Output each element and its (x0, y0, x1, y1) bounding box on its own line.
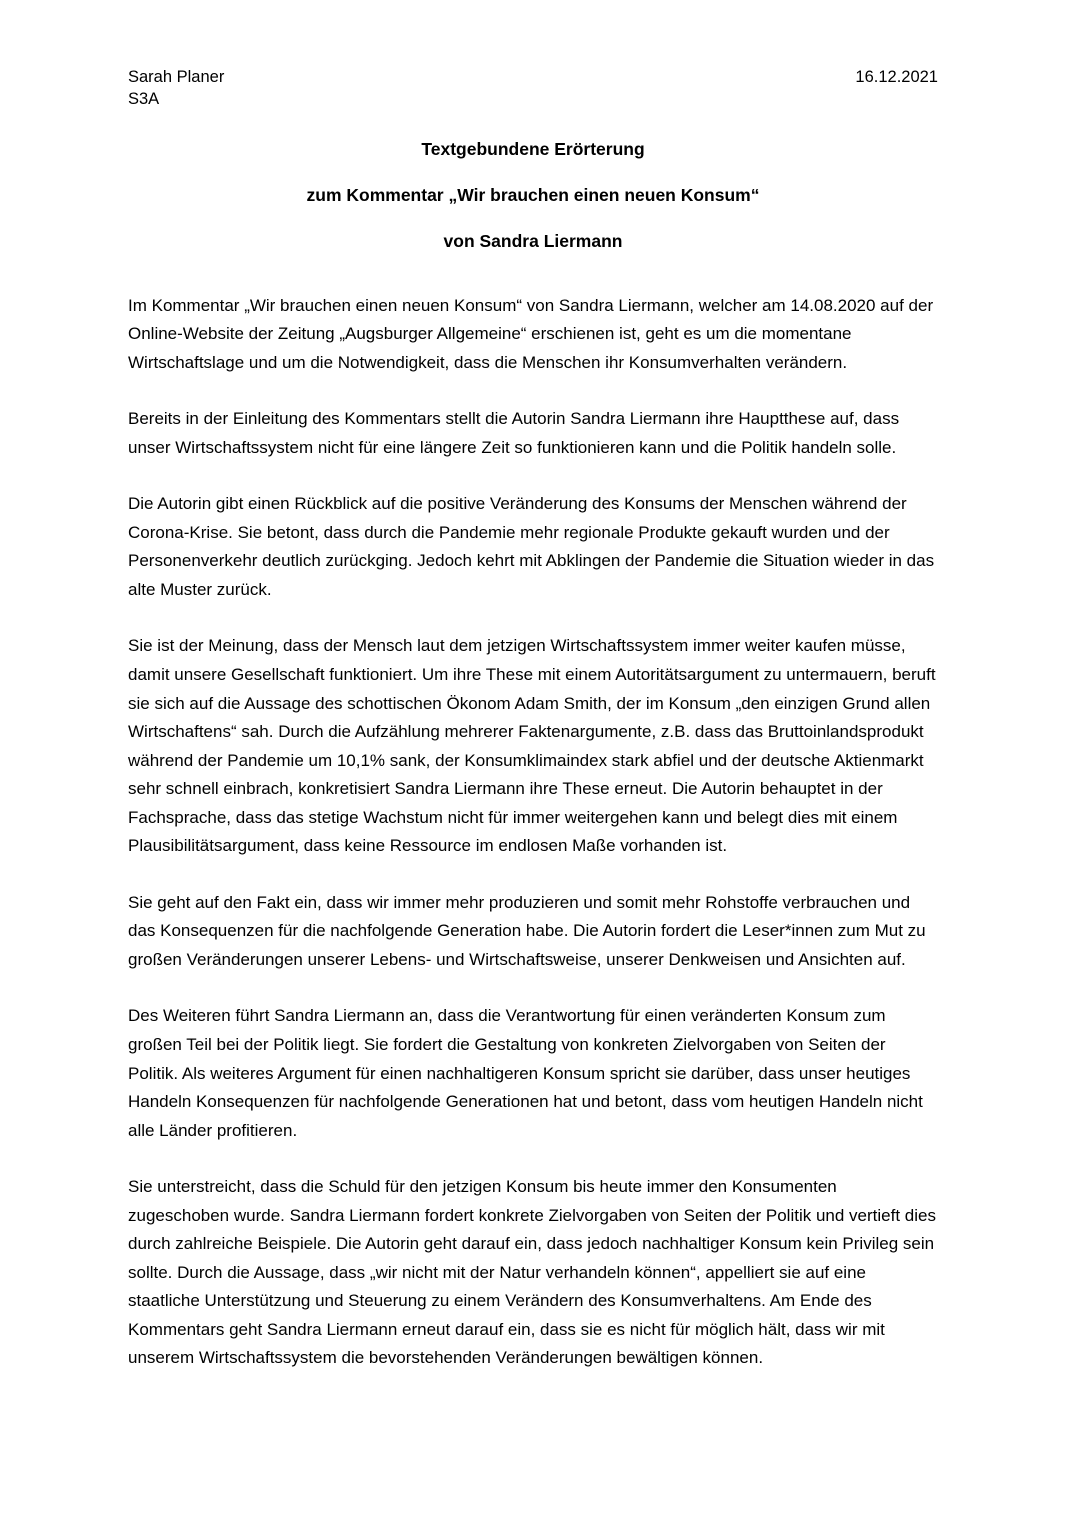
essay-paragraph: Sie geht auf den Fakt ein, dass wir immer mehr produzieren und somit mehr Rohstoffe verbrauchen und das Konsequenzen für die nachfolgende Generation habe. Die Autorin fordert die Leser*innen zum Mut zu großen Veränderungen unserer Lebens- und Wirtschaftsweise, unserer Denkweisen und Ansichten auf. (128, 892, 926, 969)
header-class: S3A (128, 90, 160, 109)
essay-paragraph: Des Weiteren führt Sandra Liermann an, dass die Verantwortung für einen veränderten Konsum zum großen Teil bei der Politik liegt. Sie fordert die Gestaltung von konkreten Zielvorgaben von Seiten der Politik. Als weiteres Argument für einen nachhaltigeren Konsum spricht sie darüber, dass unser heutiges Handeln Konsequenzen für nachfolgende Generationen hat und betont, dass vom heutigen Handeln nicht alle Länder profitieren. (128, 1006, 923, 1140)
essay-paragraph: Sie unterstreicht, dass die Schuld für den jetzigen Konsum bis heute immer den Konsumenten zugeschoben wurde. Sandra Liermann fordert konkrete Zielvorgaben von Seiten der Politik und vertieft dies durch zahlreiche Beispiele. Die Autorin geht darauf ein, dass jedoch nachhaltiger Konsum kein Privileg sein sollte. Durch die Aussage, dass „wir nicht mit der Natur verhandeln können“, appelliert sie auf eine staatliche Unterstützung und Steuerung zu einem Verändern des Konsumverhaltens. Am Ende des Kommentars geht Sandra Liermann erneut darauf ein, dass sie es nicht für möglich hält, dass wir mit unserem Wirtschaftssystem die bevorstehenden Veränderungen bewältigen können. (128, 1177, 936, 1368)
title-block (128, 139, 938, 252)
essay-paragraph: Sie ist der Meinung, dass der Mensch laut dem jetzigen Wirtschaftssystem immer weiter kaufen müsse, damit unsere Gesellschaft funktioniert. Um ihre These mit einem Autoritätsargument zu untermauern, beruft sie sich auf die Aussage des schottischen Ökonom Adam Smith, der im Konsum „den einzigen Grund allen Wirtschaftens“ sah. Durch die Aufzählung mehrerer Faktenargumente, z.B. dass das Bruttoinlandsprodukt während der Pandemie um 10,1% sank, der Konsumklimaindex stark abfiel und der deutsche Aktienmarkt sehr schnell einbrach, konkretisiert Sandra Liermann ihre These erneut. Die Autorin behauptet in der Fachsprache, dass das stetige Wachstum nicht für immer weitergehen kann und belegt dies mit einem Plausibilitätsargument, dass keine Ressource im endlosen Maße vorhanden ist. (128, 636, 936, 856)
essay-paragraph: Die Autorin gibt einen Rückblick auf die positive Veränderung des Konsums der Menschen während der Corona-Krise. Sie betont, dass durch die Pandemie mehr regionale Produkte gekauft wurden und der Personenverkehr deutlich zurückging. Jedoch kehrt mit Abklingen der Pandemie die Situation wieder in das alte Muster zurück. (128, 494, 935, 599)
essay-title: Textgebundene Erörterung (421, 138, 645, 159)
header-date: 16.12.2021 (855, 68, 938, 86)
essay-paragraph: Im Kommentar „Wir brauchen einen neuen Konsum“ von Sandra Liermann, welcher am 14.08.2020 auf der Online-Website der Zeitung „Augsburger Allgemeine“ erschienen ist, geht es um die momentane Wirtschaftslage und um die Notwendigkeit, dass die Menschen ihr Konsumverhalten verändern. (128, 295, 934, 372)
header-author-block (128, 66, 224, 111)
essay-byline: von Sandra Liermann (443, 230, 623, 251)
document-header (128, 66, 938, 111)
essay-body (128, 292, 938, 1374)
essay-paragraph: Bereits in der Einleitung des Kommentars stellt die Autorin Sandra Liermann ihre Hauptthese auf, dass unser Wirtschaftssystem nicht für eine längere Zeit so funktionieren kann und die Politik handeln solle. (128, 409, 900, 457)
header-author: Sarah Planer (128, 68, 225, 86)
essay-subtitle: zum Kommentar „Wir brauchen einen neuen Konsum“ (306, 184, 760, 205)
